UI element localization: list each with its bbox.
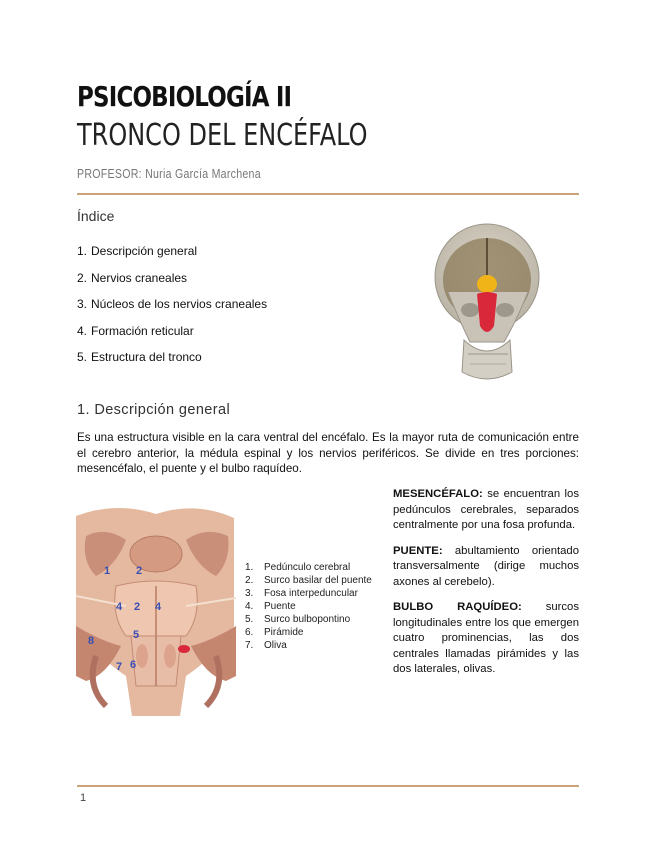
brainstem-highlight	[477, 292, 497, 332]
figure-legend	[245, 561, 372, 652]
table-of-contents	[77, 244, 267, 377]
figure-marker: 6	[130, 659, 137, 671]
figure-marker: 5	[133, 629, 140, 641]
brainstem-ventral-image	[76, 506, 236, 716]
puente-description: PUENTE: abultamiento orientado transversalmente (dirige muchos axones al cerebelo).	[393, 544, 579, 588]
figure-marker: 8	[88, 635, 95, 647]
figure-marker: 4	[155, 601, 162, 613]
legend-item: 7. Oliva	[245, 640, 287, 651]
figure-marker: 2	[134, 601, 141, 613]
legend-item: 6. Pirámide	[245, 627, 304, 638]
figure-marker: 4	[116, 601, 123, 613]
toc-item[interactable]: 4. Formación reticular	[77, 323, 194, 338]
mesencefalo-description: MESENCÉFALO: se encuentran los pedúnculos cerebrales, separados centralmente por una fosa profunda.	[393, 488, 579, 531]
section-heading: 1. Descripción general	[77, 402, 231, 418]
skull-brainstem-image	[430, 222, 548, 386]
bulbo-description: BULBO RAQUÍDEO: surcos longitudinales entre los que emergen cuatro prominencias, las dos centrales llamadas pirámides y las dos laterales, olivas.	[393, 601, 579, 675]
document-title: PSICOBIOLOGÍA II	[77, 80, 292, 113]
legend-item: 5. Surco bulbopontino	[245, 614, 351, 625]
professor-line: PROFESOR: Nuria García Marchena	[77, 167, 261, 181]
figure-marker: 1	[104, 565, 111, 577]
figure-marker: 2	[136, 565, 143, 577]
legend-item: 3. Fosa interpeduncular	[245, 588, 358, 599]
toc-item[interactable]: 3. Núcleos de los nervios craneales	[77, 297, 268, 311]
intro-paragraph: Es una estructura visible en la cara ventral del encéfalo. Es la mayor ruta de comunicación entre el cerebro anterior, la médula espinal y los nervios periféricos. Se divide en tres porciones: mesencéfalo, el puente y el bulbo raquídeo.	[77, 431, 579, 475]
structure-descriptions	[393, 487, 579, 688]
page-number: 1	[80, 792, 87, 804]
index-heading: Índice	[77, 208, 115, 224]
legend-item: 1. Pedúnculo cerebral	[245, 562, 351, 573]
header-divider	[77, 193, 579, 195]
toc-item[interactable]: 2. Nervios craneales	[77, 270, 188, 285]
toc-item[interactable]: 5. Estructura del tronco	[77, 350, 202, 364]
figure-marker: 7	[116, 661, 123, 673]
legend-item: 4. Puente	[245, 601, 296, 612]
midbrain-highlight	[477, 275, 497, 293]
footer-divider	[77, 785, 579, 787]
legend-item: 2. Surco basilar del puente	[245, 575, 372, 586]
toc-item[interactable]: 1. Descripción general	[77, 244, 198, 258]
document-subtitle: TRONCO DEL ENCÉFALO	[77, 118, 368, 153]
